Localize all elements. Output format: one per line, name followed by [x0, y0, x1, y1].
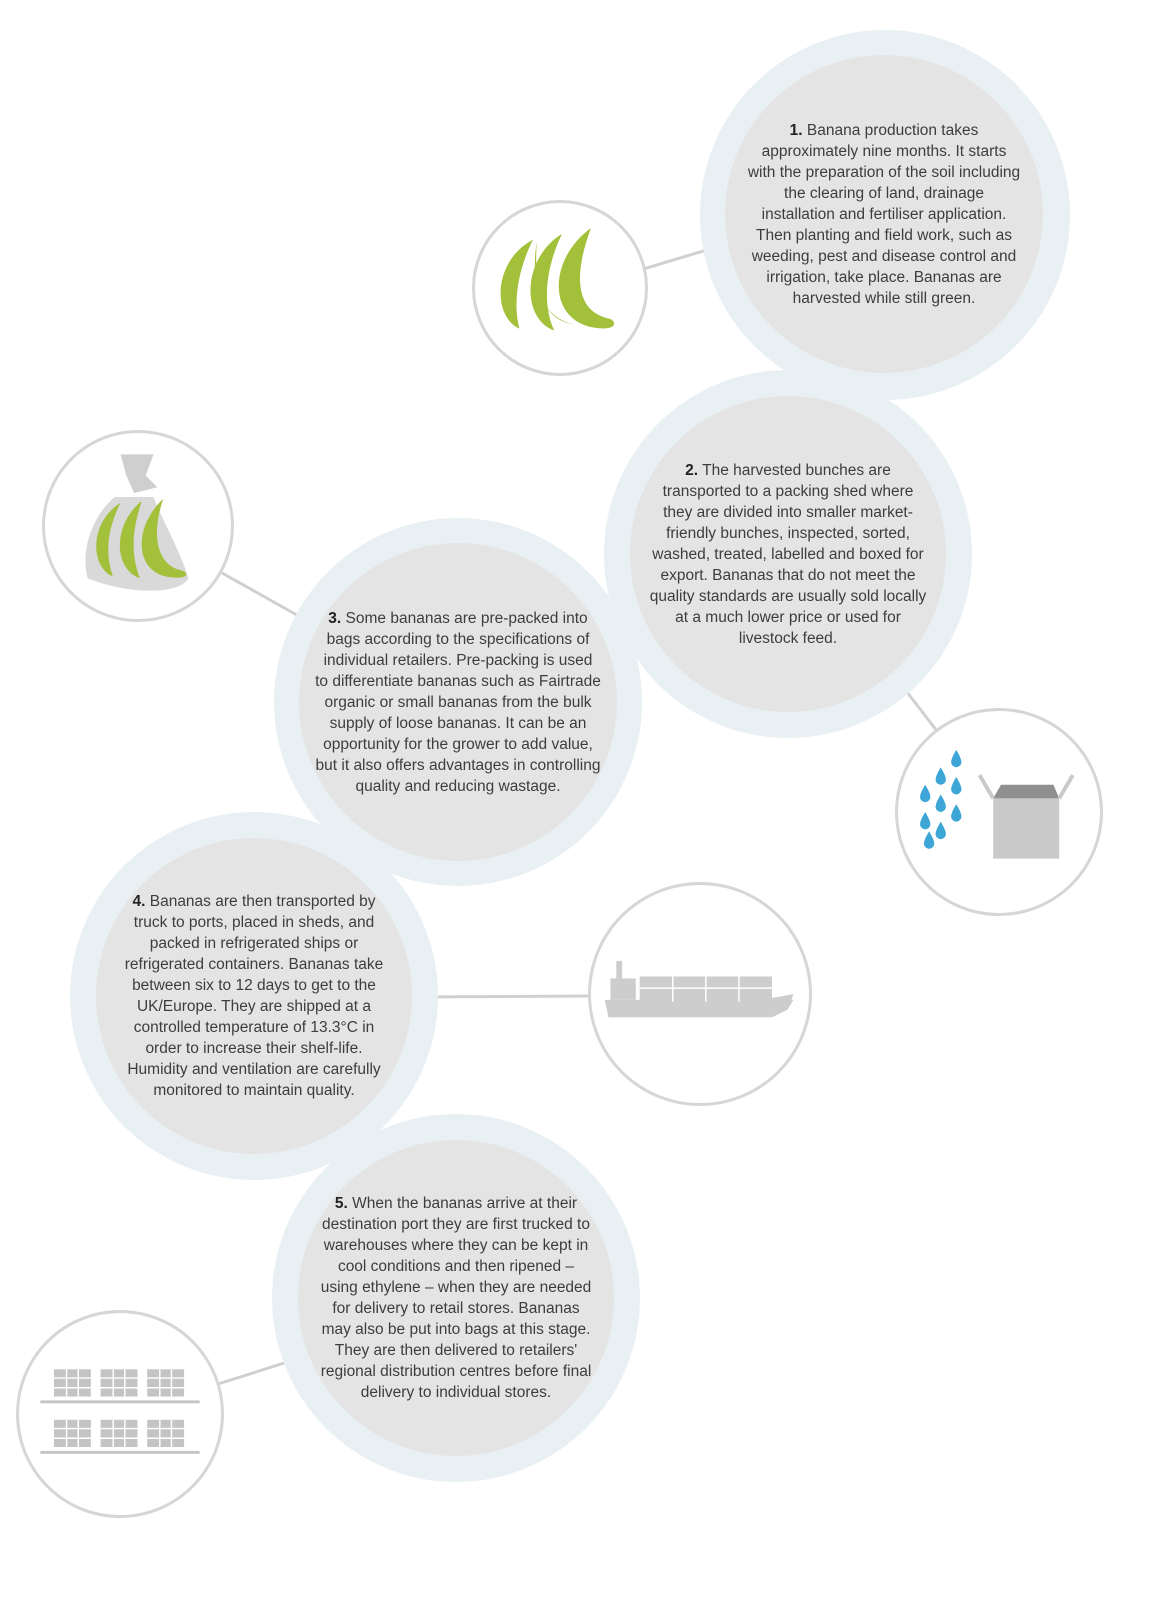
- step-3-text: [315, 608, 601, 797]
- step-2-disc: [630, 396, 946, 712]
- step-2-description: The harvested bunches are transported to a packing shed where they are divided into smaller market-friendly bunches, inspected, sorted, washed, treated, labelled and boxed for export. Bananas that do not meet the quality standards are usually sold locally at a much lower price or used for livestock feed.: [649, 461, 927, 647]
- step-2-text: [648, 460, 928, 649]
- step-4-disc: [96, 838, 412, 1154]
- bagged-bananas-icon: [42, 430, 234, 622]
- step-1-disc: [725, 55, 1043, 373]
- step-3-number: 3.: [328, 609, 342, 627]
- step-2-number: 2.: [685, 461, 699, 479]
- banana-bunch-icon: [472, 200, 648, 376]
- container-ship-icon: [588, 882, 812, 1106]
- step-4-text: [118, 891, 390, 1101]
- step-5-text: [320, 1193, 592, 1403]
- step-4-number: 4.: [132, 893, 146, 910]
- step-3-description: Some bananas are pre-packed into bags according to the specifications of individual retailers. Pre-packing is used to differentiate bananas such as Fairtrade organic or small bananas from the bulk supply of loose bananas. It can be an opportunity for the grower to add value, but it also offers advantages in controlling quality and reducing wastage.: [315, 609, 601, 795]
- step-1-description: Banana production takes approximately nine months. It starts with the preparation of the soil including the clearing of land, drainage installation and fertiliser application. Then planting and field work, such as weeding, pest and disease control and irrigation, take place. Bananas are harvested while still green.: [747, 121, 1021, 307]
- step-1-text: [747, 120, 1021, 309]
- step-5-disc: [298, 1140, 614, 1456]
- warehouse-shelves-icon: [16, 1310, 224, 1518]
- step-1-number: 1.: [789, 121, 803, 139]
- step-3-disc: [299, 543, 617, 861]
- step-4-description: Bananas are then transported by truck to ports, placed in sheds, and packed in refrigerated ships or refrigerated containers. Bananas take between six to 12 days to get to the UK/Europe. They are shipped at a controlled temperature of 13.3°C in order to increase their shelf-life. Humidity and ventilation are carefully monitored to maintain quality.: [124, 893, 384, 1099]
- step-5-number: 5.: [334, 1195, 348, 1212]
- water-drops-and-box-icon: [895, 708, 1103, 916]
- step-5-description: When the bananas arrive at their destination port they are first trucked to warehouses where they can be kept in cool conditions and then ripened – using ethylene – when they are needed for delivery to retail stores. Bananas may also be put into bags at this stage. They are then delivered to retailers' regional distribution centres before final delivery to individual stores.: [320, 1195, 592, 1401]
